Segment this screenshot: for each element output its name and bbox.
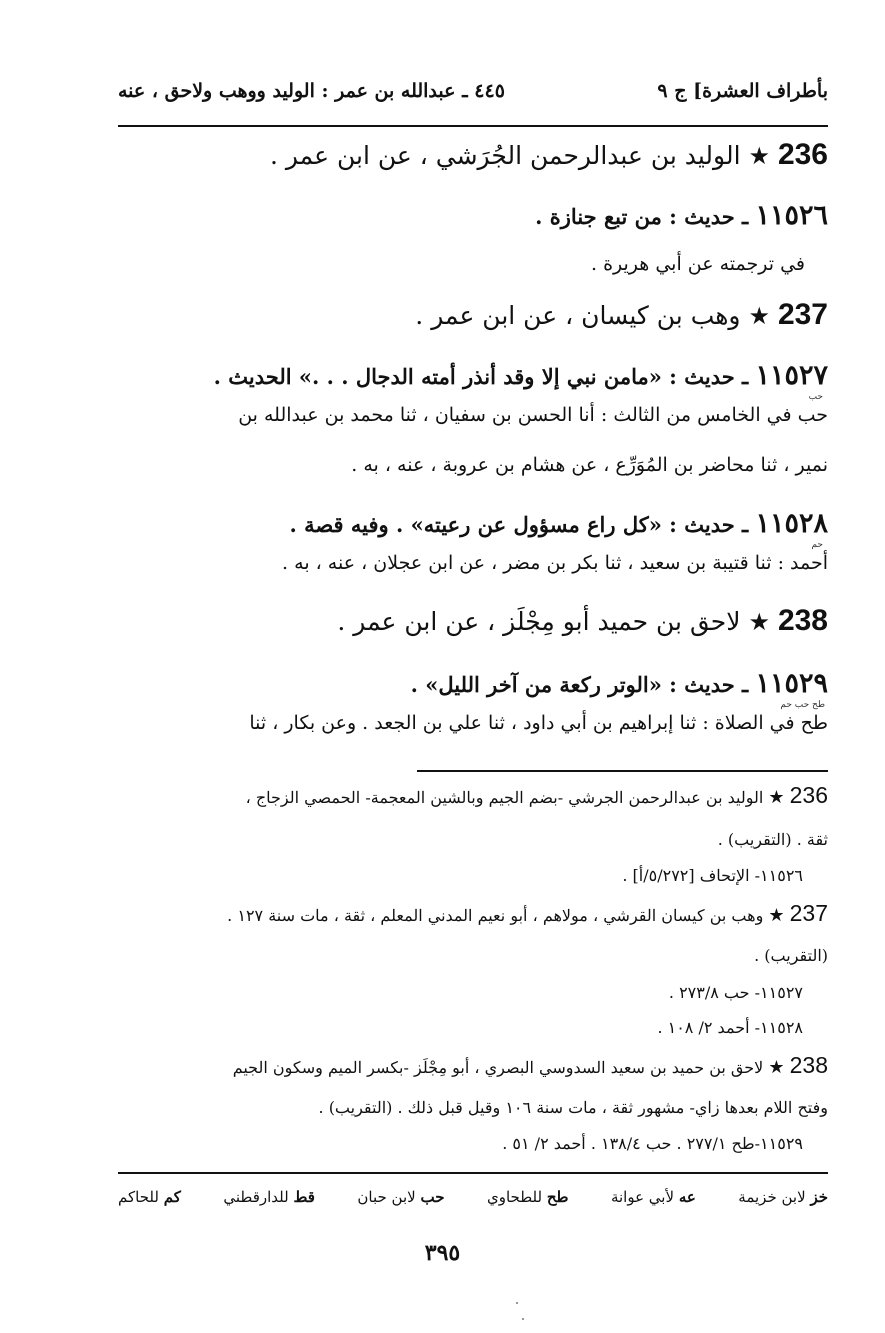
footnote-text: لاحق بن حميد بن سعيد السدوسي البصري ، أبو مِجْلَز -بكسر الميم وسكون الجيم (232, 1058, 764, 1077)
star-icon: ★ (768, 1057, 785, 1078)
abbreviation-item: قط للدارقطني (223, 1188, 315, 1206)
hadith-11528 (289, 508, 828, 539)
star-icon: ★ (768, 787, 785, 808)
abbreviation-item: خز لابن خزيمة (738, 1188, 828, 1206)
header-book-title: بأطراف العشرة] ج ٩ (657, 80, 828, 102)
transmitter-text: الوليد بن عبدالرحمن الجُرَشي ، عن ابن عمر . (269, 141, 741, 170)
running-header (118, 80, 828, 110)
footnote-rule (417, 770, 828, 772)
abbreviation-item: حب لابن حبان (357, 1188, 445, 1206)
page-number: ٣٩٥ (424, 1240, 461, 1266)
transmitter-236 (270, 138, 828, 172)
star-icon: ★ (748, 302, 770, 330)
hadith-11526 (535, 200, 828, 231)
footnote-238-line1 (233, 1052, 828, 1079)
footnote-238-line2: وفتح اللام بعدها زاي- مشهور ثقة ، مات سنة ١٠٦ وقيل قبل ذلك . (التقريب) . (318, 1098, 828, 1117)
footnote-text: الوليد بن عبدالرحمن الجرشي -بضم الجيم وبالشين المعجمة- الحمصي الزجاج ، (245, 788, 764, 807)
hadith-text: ـ حديث : من تبع جنازة . (535, 204, 749, 229)
hadith-number: ١١٥٢٦ (755, 200, 828, 231)
hadith-number: ١١٥٢٧ (755, 360, 828, 391)
footnote-236-line1 (246, 782, 828, 809)
hadith-text: ـ حديث : «مامن نبي إلا وقد أنذر أمته الدجال . . .» الحديث . (213, 364, 749, 389)
star-icon: ★ (768, 905, 785, 926)
footnote-11527: ١١٥٢٧- حب ٢٧٣/٨ . (668, 983, 803, 1002)
footnote-11526: ١١٥٢٦- الإتحاف [٥/٢٧٢/أ] . (622, 866, 803, 885)
footnote-number: 238 (789, 1052, 828, 1078)
star-icon: ★ (748, 142, 770, 170)
paragraph-11528: أحمد : ثنا قتيبة بن سعيد ، ثنا بكر بن مضر ، عن ابن عجلان ، عنه ، به . (282, 552, 828, 574)
source-siglum: حم (811, 540, 823, 550)
abbreviation-item: كم للحاكم (118, 1188, 181, 1206)
transmitter-238 (337, 604, 828, 638)
scan-speck (516, 1302, 518, 1304)
scan-speck (522, 1318, 524, 1320)
footnote-text: وهب بن كيسان القرشي ، مولاهم ، أبو نعيم المدني المعلم ، ثقة ، مات سنة ١٢٧ . (227, 906, 764, 925)
abbreviation-item: عه لأبي عوانة (610, 1188, 696, 1206)
footnote-number: 236 (789, 782, 828, 808)
transmitter-number: 237 (777, 298, 828, 331)
source-siglum: طح حب حم (780, 700, 825, 710)
footnote-11528: ١١٥٢٨- أحمد ٢/ ١٠٨ . (657, 1018, 803, 1037)
header-rule (118, 125, 828, 127)
transmitter-number: 236 (777, 138, 828, 171)
abbreviation-rule (118, 1172, 828, 1174)
hadith-number: ١١٥٢٩ (755, 668, 828, 699)
footnote-236-line2: ثقة . (التقريب) . (717, 830, 828, 849)
paragraph-11527-line1: حب في الخامس من الثالث : أنا الحسن بن سفيان ، ثنا محمد بن عبدالله بن (238, 404, 828, 426)
transmitter-237 (415, 298, 828, 332)
transmitter-number: 238 (777, 604, 828, 637)
paragraph-11526: في ترجمته عن أبي هريرة . (590, 253, 805, 275)
abbreviation-item: طح للطحاوي (486, 1188, 569, 1206)
header-chapter-title: ٤٤٥ ـ عبدالله بن عمر : الوليد ووهب ولاحق ، عنه (118, 80, 505, 102)
transmitter-text: لاحق بن حميد أبو مِجْلَز ، عن ابن عمر . (337, 607, 741, 636)
hadith-number: ١١٥٢٨ (755, 508, 828, 539)
hadith-text: ـ حديث : «كل راع مسؤول عن رعيته» . وفيه قصة . (289, 512, 749, 537)
source-siglum: حب (808, 392, 823, 402)
paragraph-11527-line2: نمير ، ثنا محاضر بن المُوَرِّع ، عن هشام بن عروبة ، عنه ، به . (351, 454, 828, 476)
abbreviation-legend (118, 1188, 828, 1206)
hadith-text: ـ حديث : «الوتر ركعة من آخر الليل» . (410, 672, 749, 697)
transmitter-text: وهب بن كيسان ، عن ابن عمر . (415, 301, 741, 330)
paragraph-11529: طح في الصلاة : ثنا إبراهيم بن أبي داود ، ثنا علي بن الجعد . وعن بكار ، ثنا (249, 712, 828, 734)
footnote-11529: ١١٥٢٩-طح ٢٧٧/١ . حب ١٣٨/٤ . أحمد ٢/ ٥١ . (502, 1134, 803, 1153)
hadith-11529 (411, 668, 828, 699)
footnote-number: 237 (789, 900, 828, 926)
footnote-237-line1 (227, 900, 828, 927)
star-icon: ★ (748, 608, 770, 636)
hadith-11527 (214, 360, 828, 391)
footnote-237-line2: (التقريب) . (754, 946, 828, 965)
